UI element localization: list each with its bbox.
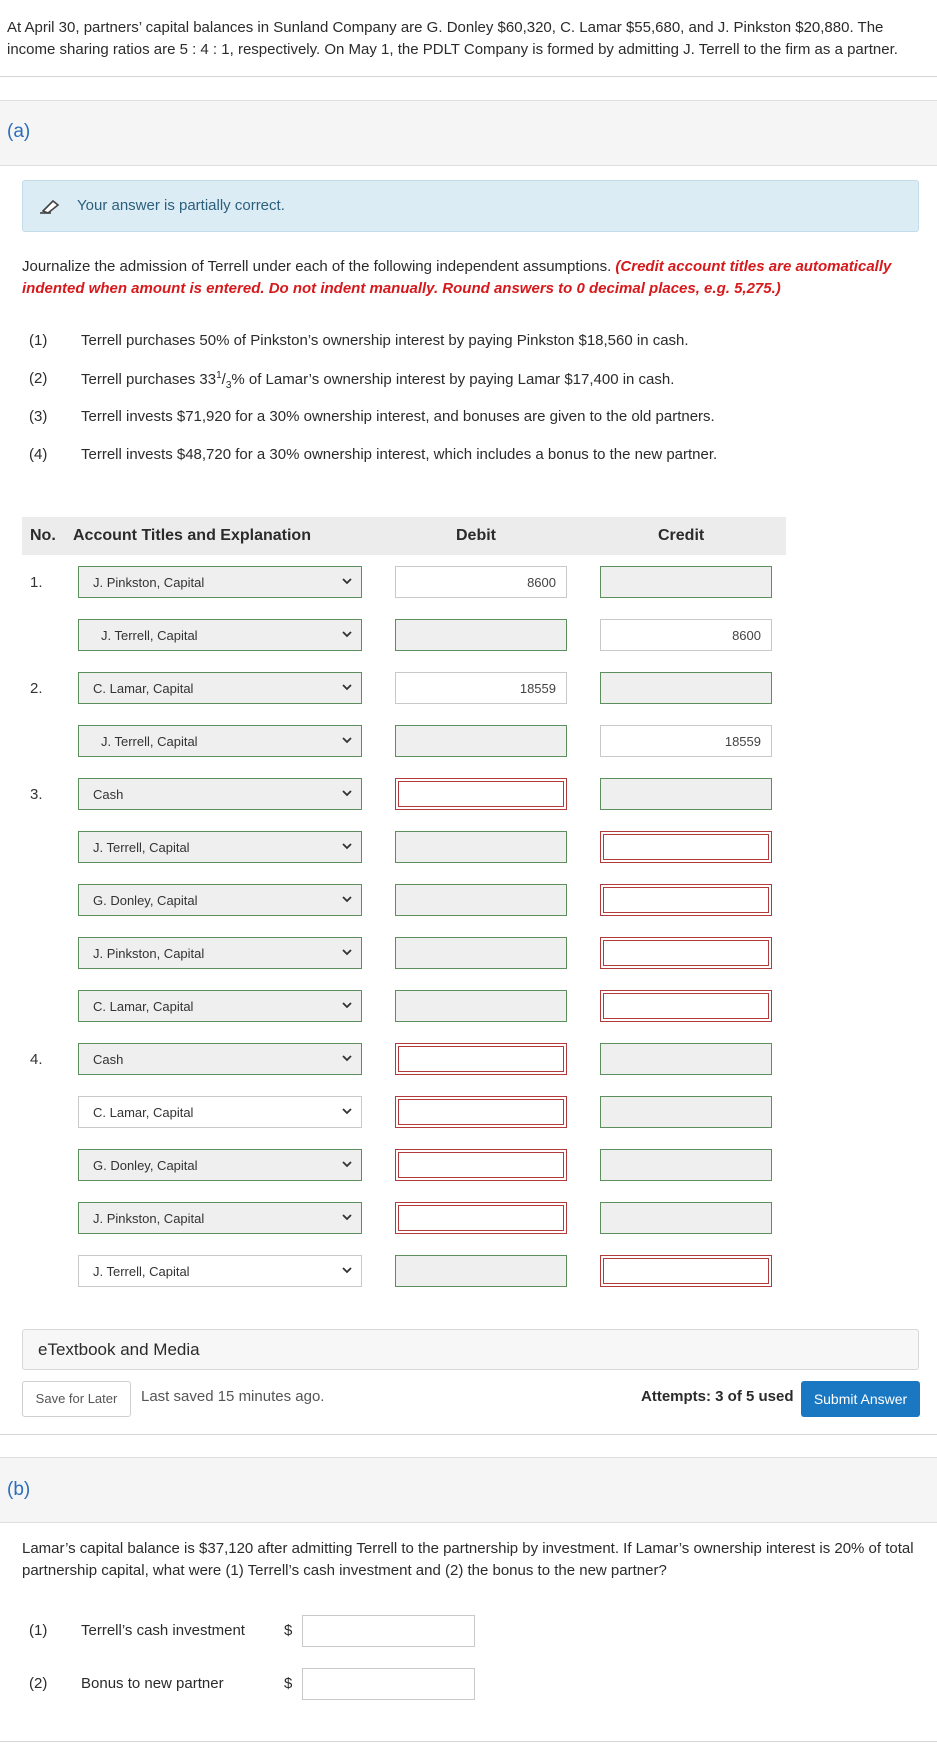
chevron-down-icon xyxy=(341,946,353,958)
account-select[interactable]: C. Lamar, Capital xyxy=(78,990,362,1022)
attempts-counter: Attempts: 3 of 5 used xyxy=(641,1388,794,1405)
etextbook-media[interactable] xyxy=(22,1329,919,1370)
chevron-down-icon xyxy=(341,681,353,693)
debit-input[interactable] xyxy=(395,937,567,969)
chevron-down-icon xyxy=(341,999,353,1011)
account-select[interactable]: J. Pinkston, Capital xyxy=(78,1202,362,1234)
account-select[interactable]: J. Terrell, Capital xyxy=(78,1255,362,1287)
last-saved-status: Last saved 15 minutes ago. xyxy=(141,1388,325,1405)
chevron-down-icon xyxy=(341,1052,353,1064)
debit-input[interactable] xyxy=(395,619,567,651)
pencil-icon xyxy=(39,197,61,215)
assumption-num: (2) xyxy=(29,370,48,387)
credit-input[interactable] xyxy=(600,990,772,1022)
debit-input[interactable] xyxy=(395,884,567,916)
account-select[interactable]: G. Donley, Capital xyxy=(78,1149,362,1181)
col-debit: Debit xyxy=(456,527,496,544)
account-select[interactable]: J. Pinkston, Capital xyxy=(78,937,362,969)
chevron-down-icon xyxy=(341,787,353,799)
chevron-down-icon xyxy=(341,840,353,852)
credit-input[interactable] xyxy=(600,566,772,598)
debit-input[interactable] xyxy=(395,831,567,863)
credit-input[interactable] xyxy=(600,937,772,969)
credit-input[interactable] xyxy=(600,1043,772,1075)
currency-symbol: $ xyxy=(284,1622,293,1639)
account-select[interactable]: J. Terrell, Capital xyxy=(78,619,362,651)
bonus-new-partner-input[interactable] xyxy=(302,1668,475,1700)
chevron-down-icon xyxy=(341,575,353,587)
item-num: (2) xyxy=(29,1675,48,1692)
debit-input[interactable] xyxy=(395,1149,567,1181)
debit-input[interactable] xyxy=(395,1096,567,1128)
chevron-down-icon xyxy=(341,1264,353,1276)
col-account: Account Titles and Explanation xyxy=(73,527,311,544)
etextbook-label: eTextbook and Media xyxy=(38,1340,200,1359)
assumption-text: Terrell purchases $33^1/_3\%$ of Lamar’s ownership interest by paying Lamar $17,400 in cash. xyxy=(81,370,675,391)
chevron-down-icon xyxy=(341,734,353,746)
entry-number: 4. xyxy=(30,1051,43,1068)
debit-input[interactable] xyxy=(395,990,567,1022)
credit-input[interactable]: 18559 xyxy=(600,725,772,757)
chevron-down-icon xyxy=(341,893,353,905)
debit-input[interactable] xyxy=(395,778,567,810)
account-select[interactable]: C. Lamar, Capital xyxy=(78,672,362,704)
part-b-label: (b) xyxy=(7,1479,31,1500)
item-label: Bonus to new partner xyxy=(81,1675,224,1692)
credit-input[interactable] xyxy=(600,672,772,704)
currency-symbol: $ xyxy=(284,1675,293,1692)
part-b-question: Lamar’s capital balance is $37,120 after admitting Terrell to the partnership by investment. If Lamar’s ownership interest is 20% of total partnership capital, what were (1) Terrell’s cash investment and (2) the bonus to the new partner? xyxy=(22,1540,914,1579)
assumption-text: Terrell invests $48,720 for a 30% ownership interest, which includes a bonus to the new partner. xyxy=(81,446,718,463)
part-a-label: (a) xyxy=(7,121,31,142)
submit-answer-button[interactable]: Submit Answer xyxy=(801,1381,920,1417)
assumption-text: Terrell invests $71,920 for a 30% ownership interest, and bonuses are given to the old partners. xyxy=(81,408,715,425)
credit-input[interactable] xyxy=(600,1255,772,1287)
instructions-text: Journalize the admission of Terrell under each of the following independent assumptions. xyxy=(22,258,612,275)
debit-input[interactable] xyxy=(395,1202,567,1234)
debit-input[interactable]: 8600 xyxy=(395,566,567,598)
entry-number: 2. xyxy=(30,680,43,697)
save-for-later-button[interactable]: Save for Later xyxy=(22,1381,131,1417)
credit-input[interactable] xyxy=(600,884,772,916)
divider xyxy=(0,76,937,77)
chevron-down-icon xyxy=(341,1105,353,1117)
account-select[interactable]: Cash xyxy=(78,778,362,810)
assumption-num: (4) xyxy=(29,446,48,463)
item-label: Terrell’s cash investment xyxy=(81,1622,245,1639)
entry-number: 1. xyxy=(30,574,43,591)
instructions xyxy=(22,256,912,300)
item-num: (1) xyxy=(29,1622,48,1639)
assumption-num: (3) xyxy=(29,408,48,425)
assumption-num: (1) xyxy=(29,332,48,349)
debit-input[interactable] xyxy=(395,1255,567,1287)
credit-input[interactable] xyxy=(600,1202,772,1234)
feedback-message: Your answer is partially correct. xyxy=(77,197,285,214)
chevron-down-icon xyxy=(341,1158,353,1170)
part-a-header xyxy=(0,100,937,166)
journal-table-header xyxy=(22,517,786,555)
instructions-red: (Credit account titles are automatically indented when amount is entered. Do not indent manually. Round answers to 0 decimal places, e.g. 5,275.) xyxy=(22,258,892,297)
chevron-down-icon xyxy=(341,628,353,640)
credit-input[interactable] xyxy=(600,1096,772,1128)
part-b-header xyxy=(0,1457,937,1523)
debit-input[interactable] xyxy=(395,1043,567,1075)
account-select[interactable]: J. Terrell, Capital xyxy=(78,725,362,757)
terrell-cash-investment-input[interactable] xyxy=(302,1615,475,1647)
chevron-down-icon xyxy=(341,1211,353,1223)
credit-input[interactable] xyxy=(600,778,772,810)
account-select[interactable]: Cash xyxy=(78,1043,362,1075)
credit-input[interactable] xyxy=(600,831,772,863)
debit-input[interactable] xyxy=(395,725,567,757)
divider xyxy=(0,1741,937,1742)
account-select[interactable]: C. Lamar, Capital xyxy=(78,1096,362,1128)
debit-input[interactable]: 18559 xyxy=(395,672,567,704)
account-select[interactable]: J. Pinkston, Capital xyxy=(78,566,362,598)
assumption-text: Terrell purchases 50% of Pinkston’s ownership interest by paying Pinkston $18,560 in cash. xyxy=(81,332,689,349)
feedback-banner xyxy=(22,180,919,232)
col-no: No. xyxy=(30,527,56,544)
credit-input[interactable]: 8600 xyxy=(600,619,772,651)
entry-number: 3. xyxy=(30,786,43,803)
account-select[interactable]: J. Terrell, Capital xyxy=(78,831,362,863)
divider xyxy=(0,1434,937,1435)
col-credit: Credit xyxy=(658,527,705,544)
account-select[interactable]: G. Donley, Capital xyxy=(78,884,362,916)
credit-input[interactable] xyxy=(600,1149,772,1181)
problem-intro: At April 30, partners’ capital balances in Sunland Company are G. Donley $60,320, C. Lamar $55,680, and J. Pinkston $20,880. The income sharing ratios are 5 : 4 : 1, respectively. On May 1, the PDLT Company is formed by admitting J. Terrell to the firm as a partner. xyxy=(7,19,898,58)
